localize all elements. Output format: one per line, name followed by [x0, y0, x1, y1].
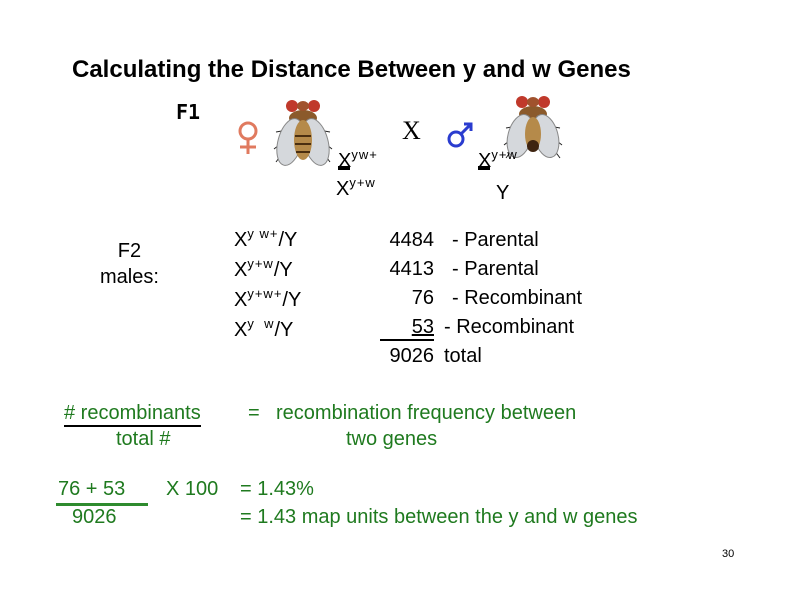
list-item: $X^{y w+}/Y$	[234, 226, 298, 251]
male-genotype-1: $X^{y+w}$	[478, 147, 518, 172]
calc-multiplier: X 100	[166, 478, 219, 500]
formula-numerator: # recombinants	[64, 402, 201, 427]
list-item: 4413 - Parental	[389, 258, 539, 280]
count-list	[378, 226, 582, 371]
sum-underline	[380, 339, 434, 341]
female-genotype-1: $X^{yw+}$	[338, 147, 378, 172]
formula-denominator: total #	[116, 428, 171, 450]
list-item: 76 - Recombinant	[411, 287, 583, 309]
list-item: $X^{y+w+}/Y$	[234, 286, 302, 311]
f1-label: F1	[176, 100, 201, 124]
female-fly-icon	[268, 94, 338, 174]
formula-result-line2: two genes	[346, 428, 438, 450]
list-item: 9026 total	[389, 345, 482, 367]
slide-title: Calculating the Distance Between y and w Genes	[72, 56, 631, 83]
male-symbol-icon	[446, 120, 476, 150]
list-item: $X^{y+w}/Y$	[234, 256, 293, 281]
male-genotype-2: Y	[496, 182, 510, 204]
formula-equals: =	[248, 402, 260, 424]
list-item: $X^{y w}/Y$	[234, 316, 294, 341]
list-item: 53 - Recombinant	[411, 316, 575, 338]
calc-numerator: 76 + 53	[58, 478, 126, 500]
calc-result-2: = 1.43 map units between the y and w genes	[240, 506, 638, 528]
formula-result-line1: recombination frequency between	[276, 402, 577, 424]
list-item: 4484 - Parental	[389, 229, 539, 251]
female-symbol-icon	[234, 120, 264, 156]
female-genotype-2: $X^{y+w}$	[336, 175, 376, 200]
f2-label: F2 males:	[100, 240, 159, 288]
page-number: 30	[722, 548, 735, 560]
cross-symbol: X	[402, 116, 421, 145]
calc-denominator: 9026	[72, 506, 117, 528]
f2-genotype-list	[234, 226, 301, 346]
calc-result-1: = 1.43%	[240, 478, 314, 500]
